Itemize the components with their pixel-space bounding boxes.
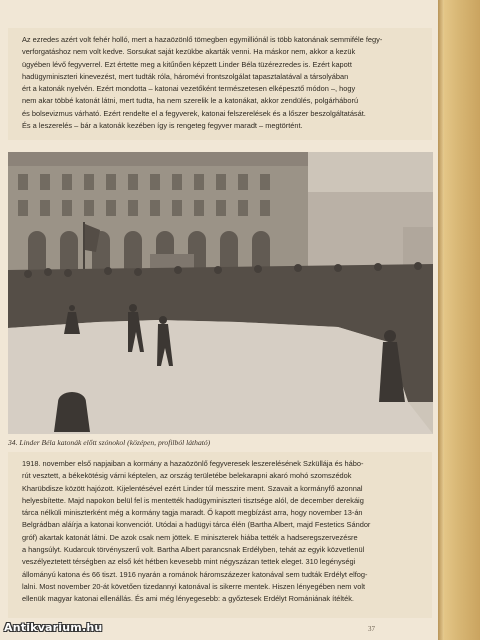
text-line: És a leszerelés – bár a katonák kezében így is rengeteg fegyver maradt – megtörtént. (22, 121, 303, 131)
text-line: Kharübdisze között hajózott. Kijelentésével ezért Linder túl messzire ment. Szavait a kormányfő azonnal (22, 483, 363, 493)
crowd-scene-illustration (8, 152, 433, 434)
text-line: nem akar többé katonát látni, mert tudta, ha nem szerelik le a katonákat, akkor zendülés, polgárháború (22, 96, 359, 106)
page-number: 37 (368, 625, 375, 633)
text-line: ért a katonák nyelvén. Ezért mondotta – katonai vezetőként természetesen elképesztő módon –, hogy (22, 84, 356, 94)
top-text-box (8, 28, 432, 140)
text-line: állományú katona és 66 tiszt. 1916 nyarán a románok háromszázezer katonával sem tudták Erdélyt elfog- (22, 569, 368, 579)
text-line: rút vesztett, a békekötésig várni képtelen, az ország területébe belekarapni akaró mohó szomszédok (22, 471, 352, 481)
text-line: gróf) akartak katonát látni. De azok csak nem jöttek. E miniszterek hiába tették a hadseregszervezésre (22, 532, 358, 542)
text-line: 1918. november első napjaiban a kormány a hazaözönlő fegyveresek leszerelésének Szküllája és hábo- (22, 459, 364, 468)
bottom-text-box (8, 452, 432, 618)
photo-caption: 34. Linder Béla katonák előtt szónokol (középen, profilból látható) (8, 438, 211, 447)
text-line: Az ezredes azért volt fehér holló, mert a hazaözönlő tömegben egymilliónál is több katonának semmiféle fegy- (22, 35, 383, 44)
text-line: helyesbítette. Majd napokon belül fel is mentették hadügyminiszteri tisztsége alól, de december derekáig (22, 495, 364, 505)
watermark-text: Antikvarium.hu (4, 621, 103, 634)
text-line: és bolsevizmus várható. Ezért rendelte el a fegyverek, katonai felszerelések és a lőszer beszolgáltatását. (22, 108, 366, 118)
text-line: tárca nélküli miniszterként még a kormány tagja maradt. Ő kapott megbízást arra, hogy november 13-án (22, 508, 363, 518)
historical-photo (8, 152, 433, 434)
text-line: a hangsúlyt. Kudarcuk törvényszerű volt. Bartha Albert parancsnak Erdélyben, tehát az egyik közvetlenül (22, 545, 365, 555)
text-line: ellenük magyar katonai ellenállás. És ami még lényegesebb: a győztesek Erdélyt Romániának ítélték. (22, 594, 354, 604)
text-line: veszélyeztetett térségben az első két hétben kevesebb mint négyszázan tettek eleget. 310 legénységi (22, 557, 356, 567)
text-line: lalni. Most november 20-át követően tizedannyi katonával is sikerre mentek. Hiszen lényegében nem volt (22, 581, 366, 591)
text-line: ügyében lévő fegyverrel. Ezt értette meg a kitűnően képzett Linder Béla tüzérezredes is. Ezért kapott (22, 59, 352, 69)
cover-edge (444, 0, 480, 640)
text-line: Belgrádban aláírja a katonai konvenciót. Utódai a hadügyi tárca élén (Bartha Albert, majd Festetics Sándor (22, 520, 371, 530)
text-line: hadügyminiszteri kinevezést, mert tudták róla, háromévi frontszolgálat tapasztalatával a társolyában (22, 71, 349, 81)
text-line: verforgatáshoz nem volt kedve. Sorsukat saját kezükbe akarták venni. Ha máskor nem, akkor a kezük (22, 47, 356, 57)
